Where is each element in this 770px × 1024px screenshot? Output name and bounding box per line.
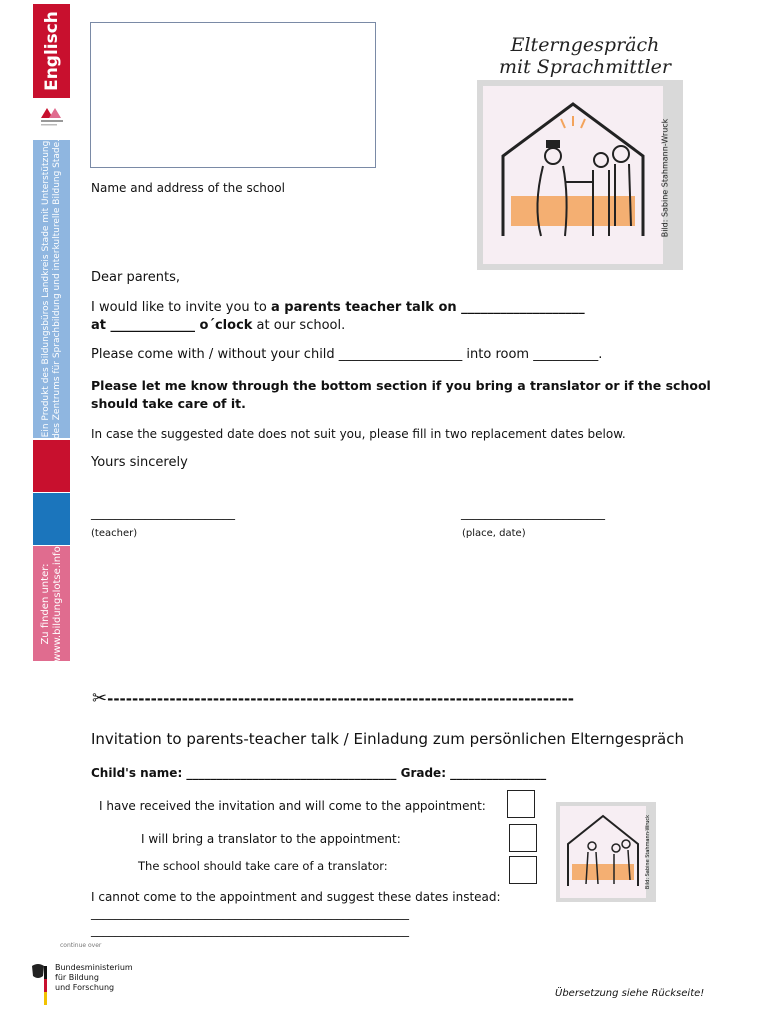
come-with-line[interactable]: Please come with / without your child ___________________ into room __________.: [91, 347, 603, 362]
invite-line: [91, 300, 585, 316]
place-date-line[interactable]: ________________________: [461, 506, 605, 520]
ministry-line3: und Forschung: [55, 983, 115, 992]
find-line1: Zu finden unter:: [39, 562, 51, 645]
bildungsbuero-logo-icon: [37, 100, 67, 130]
cut-dashes: ---------------------------------------------------------------------------: [107, 690, 575, 708]
translator-checkbox[interactable]: [509, 824, 537, 852]
replacement-note: In case the suggested date does not suit you, please fill in two replacement dates below.: [91, 427, 626, 441]
family-house-small-icon: [560, 806, 646, 898]
family-house-icon: [483, 86, 663, 264]
child-name-field[interactable]: Child's name: ___________________________________ Grade: ________________: [91, 766, 547, 780]
title-line1: Elterngespräch: [510, 34, 660, 56]
picture-credit: [655, 90, 675, 265]
school-address-box[interactable]: [90, 22, 376, 168]
invite-prefix: I would like to invite you to: [91, 300, 271, 315]
reply-title: Invitation to parents-teacher talk / Einladung zum persönlichen Elterngespräch: [91, 730, 684, 748]
document-title: [470, 34, 700, 78]
cut-line: [92, 688, 574, 709]
small-picture-credit: [642, 806, 654, 898]
picture-credit-text: Bild: Sabine Stahmann-Wruck: [660, 118, 670, 237]
product-note-band: [33, 140, 70, 438]
date-line-2[interactable]: _____________________________________________________: [91, 923, 409, 937]
small-picture-credit-text: Bild: Sabine Stahmann-Wruck: [645, 814, 651, 890]
time-suffix: at our school.: [252, 318, 346, 333]
scissors-icon: ✂: [92, 688, 108, 709]
ministry-line1: Bundesministerium: [55, 963, 133, 972]
continue-note: continue over: [60, 942, 102, 949]
notice-line2: should take care of it.: [91, 396, 246, 411]
option-school-label: The school should take care of a translator:: [138, 859, 388, 873]
address-caption: Name and address of the school: [91, 181, 285, 195]
language-tab-label: Englisch: [41, 11, 62, 91]
title-line2: mit Sprachmittler: [498, 56, 671, 78]
teacher-caption: (teacher): [91, 528, 138, 539]
find-us-band: [33, 546, 70, 661]
federal-eagle-icon: [28, 962, 48, 1006]
notice-line1: Please let me know through the bottom section if you bring a translator or if the school: [91, 378, 711, 393]
find-line2: www.bildungslotse.info: [51, 545, 63, 662]
ministry-name: [55, 963, 133, 993]
red-band: [33, 440, 70, 492]
option-received-label: I have received the invitation and will come to the appointment:: [99, 799, 486, 813]
time-field[interactable]: at _____________ o´clock: [91, 318, 253, 333]
language-tab: [33, 4, 70, 98]
translation-note: Übersetzung siehe Rückseite!: [555, 988, 705, 999]
option-translator-label: I will bring a translator to the appointment:: [141, 832, 401, 846]
small-house-illustration: [556, 802, 656, 902]
ministry-line2: für Bildung: [55, 973, 99, 982]
closing: Yours sincerely: [91, 455, 188, 470]
product-note-line2: des Zentrums für Sprachbildung und interkulturelle Bildung Stade.: [51, 138, 62, 440]
teacher-signature-line[interactable]: ________________________: [91, 506, 235, 520]
date-line-1[interactable]: _____________________________________________________: [91, 906, 409, 920]
blue-band: [33, 493, 70, 545]
time-line: [91, 318, 345, 334]
school-translator-checkbox[interactable]: [509, 856, 537, 884]
received-checkbox[interactable]: [507, 790, 535, 818]
salutation: Dear parents,: [91, 270, 180, 285]
house-illustration: [477, 80, 683, 270]
place-caption: (place, date): [462, 528, 526, 539]
product-note-line1: Ein Produkt des Bildungsbüros Landkreis Stade mit Unterstützung: [40, 140, 51, 438]
option-cannot-label: I cannot come to the appointment and suggest these dates instead:: [91, 890, 501, 904]
invite-date-field[interactable]: a parents teacher talk on ___________________: [270, 300, 585, 315]
